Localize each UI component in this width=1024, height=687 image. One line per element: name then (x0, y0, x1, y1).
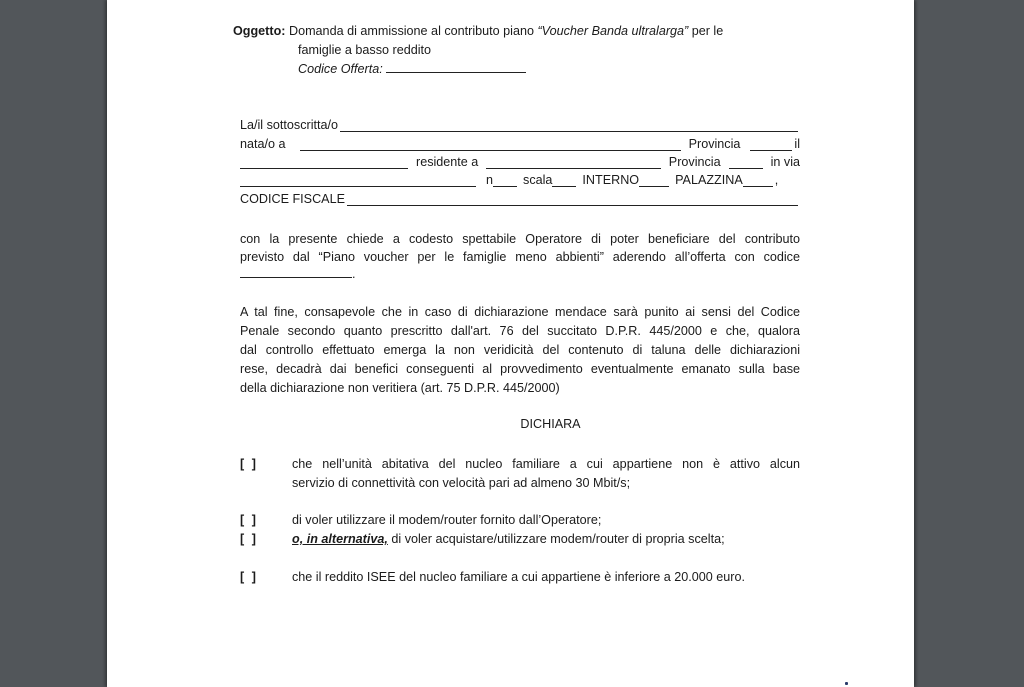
item-2-text: di voler utilizzare il modem/router fornito dall’Operatore; (292, 513, 602, 527)
interior-field[interactable] (639, 175, 669, 187)
intro-line-1: A tal fine, consapevole che in caso di dichiarazione mendace sarà punito ai sensi del Codice (240, 305, 800, 319)
intro-line-2: Penale secondo quanto prescritto dall'art. 76 del succitato D.P.R. 445/2000 e che, qualora (240, 324, 800, 338)
item-1-line-2: servizio di connettività con velocità pari ad almeno 30 Mbit/s; (292, 476, 631, 490)
birthplace-field[interactable] (300, 139, 681, 151)
stair-label: scala (523, 173, 553, 187)
birth-date-field[interactable] (240, 157, 408, 169)
offer-code-field[interactable] (386, 61, 526, 73)
declaration-heading-text: DICHIARA (520, 417, 581, 431)
subject-quote: “Voucher Banda ultralarga” (537, 24, 689, 38)
intro-line-5: della dichiarazione non veritiera (art. 75 D.P.R. 445/2000) (240, 381, 560, 395)
intro-line-4: rese, decadrà dai benefici conseguenti al provvedimento eventualmente emanato sulla base (240, 362, 800, 376)
item-3-emphasis: o, in alternativa, (292, 532, 388, 546)
name-field[interactable] (340, 120, 798, 132)
street-label: in via (770, 155, 800, 169)
residence-province-label: Provincia (668, 155, 721, 169)
intro-line-3: dal controllo effettuato emerga la non veridicità del contenuto di taluna delle dichiarazioni (240, 343, 800, 357)
item-3-text (292, 532, 725, 546)
subject-label: Oggetto: (233, 24, 286, 38)
form-row-name (240, 116, 800, 132)
form-row-residence (240, 153, 800, 169)
subject-line-2: famiglie a basso reddito (298, 43, 432, 57)
checkbox-item-1[interactable]: [ ] (240, 457, 258, 471)
request-period: . (352, 267, 356, 281)
subject-line-1 (233, 24, 723, 38)
request-line-1: con la presente chiede a codesto spettabile Operatore di poter beneficiare del contributo (240, 232, 800, 246)
page-corner-mark (845, 682, 848, 685)
birth-province-field[interactable] (750, 139, 792, 151)
form-row-birth (240, 135, 800, 151)
birth-date-label: il (794, 137, 800, 151)
birthplace-label: nata/o a (240, 137, 286, 151)
residence-label: residente a (416, 155, 479, 169)
number-label: n (486, 173, 494, 187)
item-4-text: che il reddito ISEE del nucleo familiare a cui appartiene è inferiore a 20.000 euro. (292, 570, 745, 584)
building-field[interactable] (743, 175, 773, 187)
checkbox-item-4[interactable]: [ ] (240, 570, 258, 584)
form-row-address (240, 171, 800, 187)
address-comma: , (774, 173, 779, 187)
request-offer-code-field[interactable] (240, 266, 352, 278)
interior-label: INTERNO (582, 173, 640, 187)
item-1-line-1: che nell’unità abitativa del nucleo familiare a cui appartiene non è attivo alcun (292, 457, 800, 471)
building-label: PALAZZINA (675, 173, 743, 187)
stair-field[interactable] (552, 175, 576, 187)
checkbox-item-2[interactable]: [ ] (240, 513, 258, 527)
request-line-2: previsto dal “Piano voucher per le famiglie meno abbienti” aderendo all’offerta con codice (240, 250, 800, 264)
offer-code-line (298, 61, 526, 76)
residence-province-field[interactable] (729, 157, 763, 169)
tax-code-field[interactable] (347, 194, 798, 206)
checkbox-item-3[interactable]: [ ] (240, 532, 258, 546)
item-3-body: di voler acquistare/utilizzare modem/router di propria scelta; (387, 532, 725, 546)
tax-code-label: CODICE FISCALE (240, 192, 345, 206)
subject-tail: per le (691, 24, 724, 38)
request-line-3 (240, 266, 356, 281)
form-row-tax-code (240, 190, 800, 206)
document-page[interactable] (107, 0, 914, 687)
number-field[interactable] (493, 175, 517, 187)
birth-province-label: Provincia (688, 137, 741, 151)
street-field[interactable] (240, 175, 476, 187)
declaration-heading (107, 417, 914, 431)
name-label: La/il sottoscritta/o (240, 118, 338, 132)
residence-field[interactable] (486, 157, 660, 169)
subject-text: Domanda di ammissione al contributo piano (288, 24, 534, 38)
offer-code-label: Codice Offerta: (298, 62, 383, 76)
